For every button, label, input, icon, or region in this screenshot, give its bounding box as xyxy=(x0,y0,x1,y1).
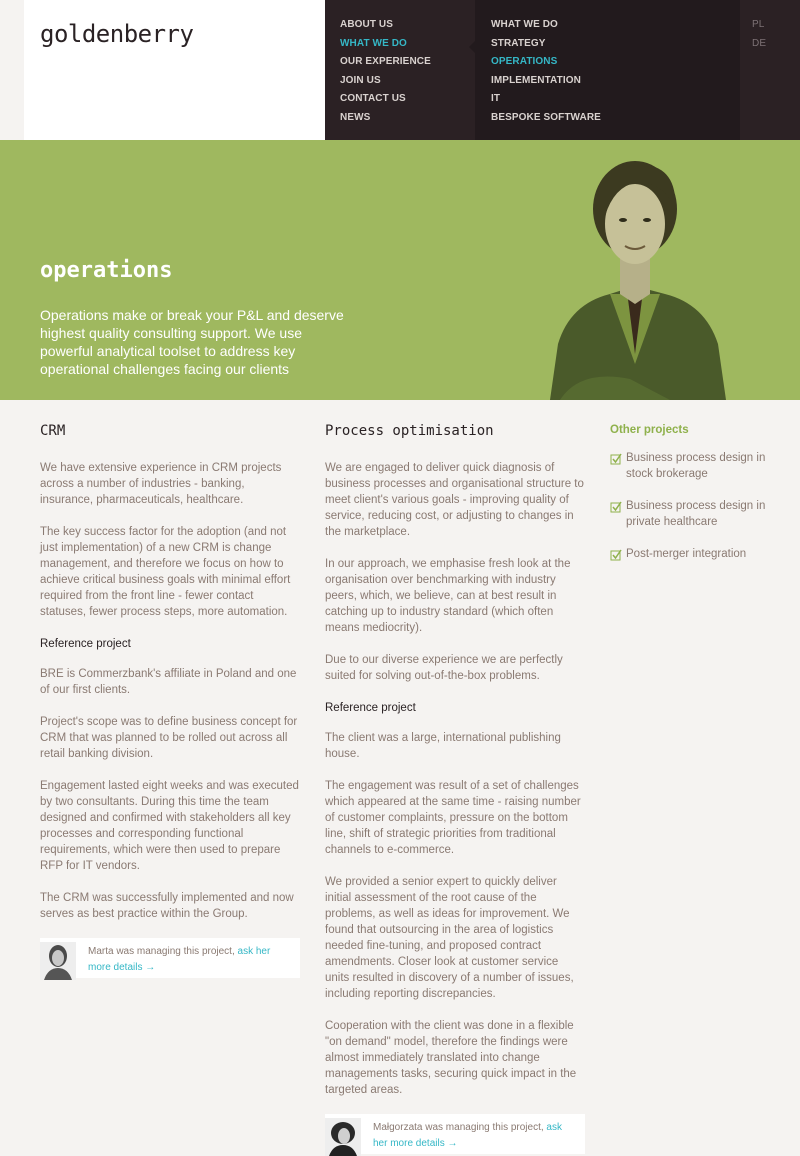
subnav-strategy[interactable]: STRATEGY xyxy=(491,37,546,49)
manager-card-marta xyxy=(40,938,300,978)
crm-paragraph: BRE is Commerzbank's affiliate in Poland and one of our first clients. xyxy=(40,668,297,696)
crm-reference-heading: Reference project xyxy=(40,638,131,650)
other-project-label[interactable]: Business process design in private healthcare xyxy=(626,500,766,528)
other-project-label[interactable]: Post-merger integration xyxy=(626,548,747,560)
process-paragraph: We provided a senior expert to quickly deliver initial assessment of the root cause of the problems, as well as ideas for improvement. We found that outsourcing in the area of logistics needed fine-tuning, and proposed contract amendments. Closer look at customer service units resulted in discovery of a number of issues, including reporting discrepancies. xyxy=(325,876,574,1000)
manager-text xyxy=(88,944,292,976)
manager-label: Małgorzata was managing this project, xyxy=(373,1122,547,1133)
main-nav xyxy=(325,0,475,140)
lang-pl[interactable]: PL xyxy=(752,19,765,30)
logo-container xyxy=(24,0,325,140)
manager-label: Marta was managing this project, xyxy=(88,946,238,957)
sub-nav xyxy=(475,0,740,140)
ask-details-link[interactable]: ask her more details → xyxy=(373,1122,562,1149)
subnav-bespoke-software[interactable]: BESPOKE SOFTWARE xyxy=(491,111,601,123)
process-reference-heading: Reference project xyxy=(325,702,416,714)
other-project-item[interactable] xyxy=(610,546,780,564)
language-switcher xyxy=(740,0,800,140)
crm-paragraph: We have extensive experience in CRM projects across a number of industries - banking, insurance, pharmaceuticals, healthcare. xyxy=(40,462,282,506)
avatar xyxy=(325,1118,361,1156)
process-paragraph: In our approach, we emphasise fresh look at the organisation over benchmarking with industry peers, which, we believe, can at best result in catching up to industry standard (which often means mediocrity). xyxy=(325,558,571,634)
other-projects-title: Other projects xyxy=(610,424,689,436)
consultant-portrait-image xyxy=(540,154,730,400)
avatar xyxy=(40,942,76,980)
other-projects-sidebar xyxy=(610,424,780,580)
process-paragraph: Due to our diverse experience we are perfectly suited for solving out-of-the-box problems. xyxy=(325,654,563,682)
process-section xyxy=(325,420,585,1154)
subnav-operations[interactable]: OPERATIONS xyxy=(491,56,558,67)
nav-what-we-do[interactable]: WHAT WE DO xyxy=(340,37,407,49)
page-title: operations xyxy=(40,258,173,283)
lang-de[interactable]: DE xyxy=(752,37,767,49)
subnav-it[interactable]: IT xyxy=(491,93,501,104)
hero-description: Operations make or break your P&L and deserve highest quality consulting support. We use powerful analytical toolset to address key operational challenges facing our clients xyxy=(40,307,344,377)
process-paragraph: We are engaged to deliver quick diagnosis of business processes and organisational structure to meet client's various goals - improving quality of service, reducing cost, or adjusting to changes in the marketplace. xyxy=(325,462,584,538)
checkbox-icon xyxy=(610,548,626,564)
nav-our-experience[interactable]: OUR EXPERIENCE xyxy=(340,56,431,67)
logo[interactable]: goldenberry xyxy=(40,20,194,48)
nav-news[interactable]: NEWS xyxy=(340,111,371,123)
process-paragraph: The engagement was result of a set of challenges which appeared at the same time - raising number of customer complaints, pressure on the bottom line, shift of strategic priorities from traditional channels to e-commerce. xyxy=(325,780,581,856)
checkbox-icon xyxy=(610,500,626,516)
subnav-implementation[interactable]: IMPLEMENTATION xyxy=(491,74,581,86)
other-project-item[interactable] xyxy=(610,498,780,530)
manager-card-malgorzata xyxy=(325,1114,585,1154)
process-paragraph: The client was a large, international publishing house. xyxy=(325,732,561,760)
ask-details-link[interactable]: ask her more details → xyxy=(88,946,271,973)
crm-paragraph: The CRM was successfully implemented and now serves as best practice within the Group. xyxy=(40,892,294,920)
crm-section xyxy=(40,420,300,978)
other-project-label[interactable]: Business process design in stock brokerage xyxy=(626,452,766,480)
crm-title: CRM xyxy=(40,423,66,439)
process-title: Process optimisation xyxy=(325,423,494,439)
hero-banner xyxy=(0,140,800,400)
manager-text xyxy=(373,1120,577,1152)
subnav-what-we-do[interactable]: WHAT WE DO xyxy=(491,19,558,30)
nav-about-us[interactable]: ABOUT US xyxy=(340,19,394,30)
site-header xyxy=(0,0,800,140)
crm-paragraph: The key success factor for the adoption (and not just implementation) of a new CRM is change management, and therefore we focus on how to achieve critical business goals with minimal effort required from the front line - fewer contact statuses, fewer process steps, more automation. xyxy=(40,526,291,618)
nav-join-us[interactable]: JOIN US xyxy=(340,74,381,86)
crm-paragraph: Project's scope was to define business concept for CRM that was planned to be rolled out across all retail banking division. xyxy=(40,716,298,760)
other-project-item[interactable] xyxy=(610,450,780,482)
nav-contact-us[interactable]: CONTACT US xyxy=(340,93,406,104)
process-paragraph: Cooperation with the client was done in a flexible "on demand" model, therefore the findings were almost immediately translated into change managements tasks, securing quick impact in the targeted areas. xyxy=(325,1020,577,1096)
checkbox-icon xyxy=(610,452,626,468)
crm-paragraph: Engagement lasted eight weeks and was executed by two consultants. During this time the team designed and confirmed with stakeholders all key processes and corresponding functional requirements, which were then used to prepare RFP for IT vendors. xyxy=(40,780,299,872)
